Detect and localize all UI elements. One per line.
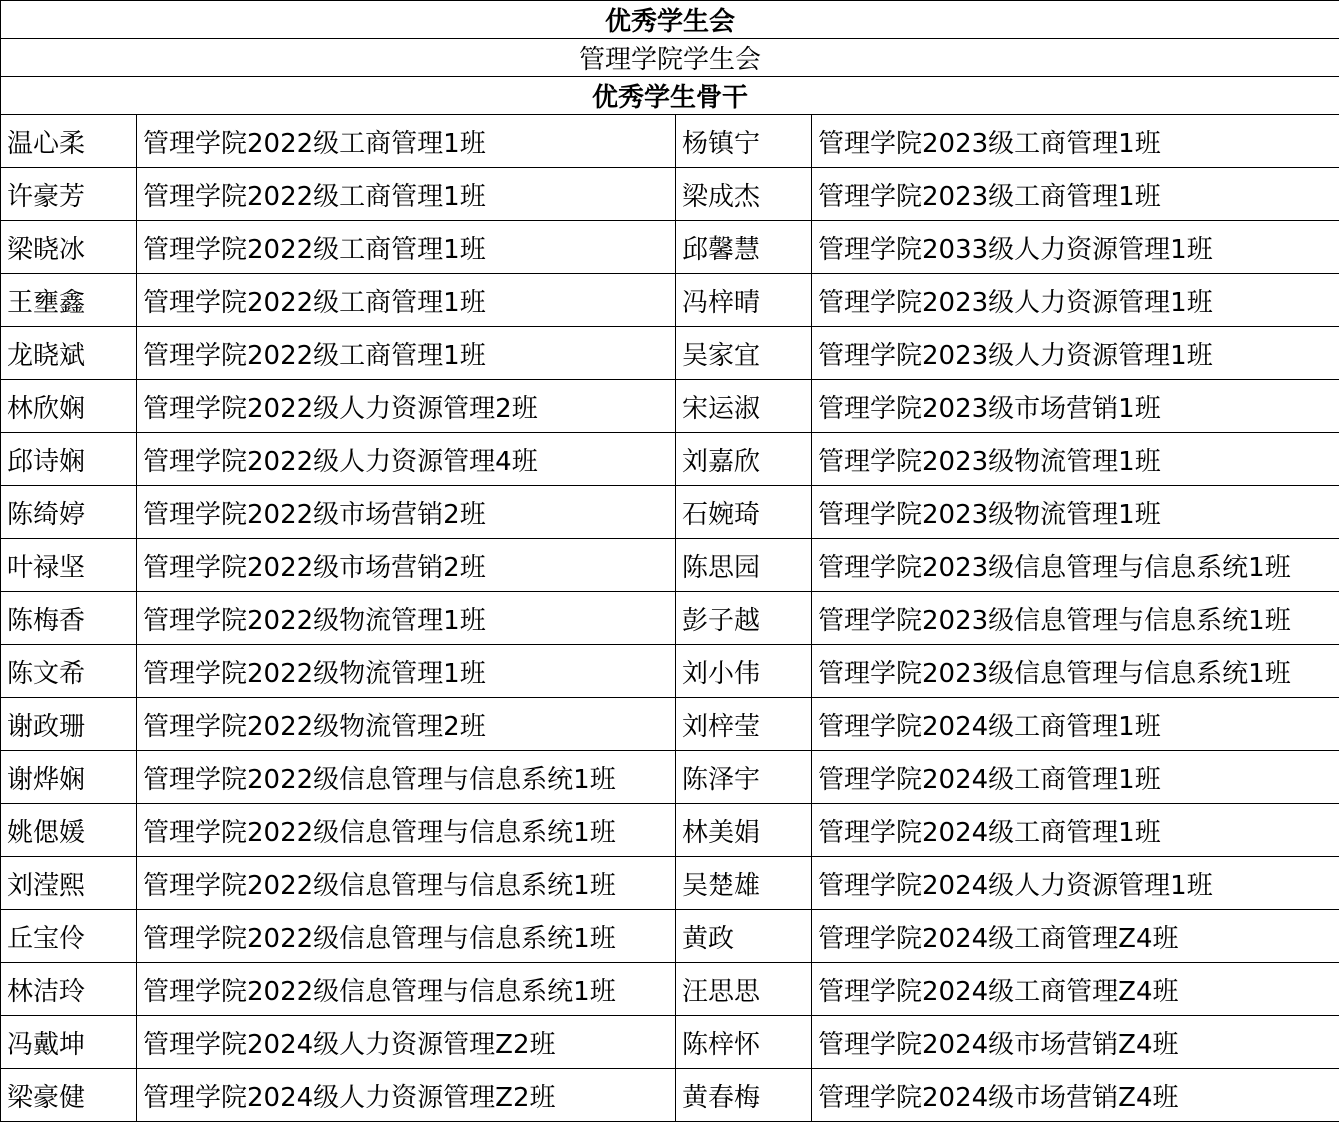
student-name-left: 冯戴坤 <box>1 1016 137 1069</box>
student-name-right: 陈泽宇 <box>676 751 812 804</box>
table-row <box>1 115 1339 168</box>
student-name-right: 吴楚雄 <box>676 857 812 910</box>
table-row <box>1 1069 1339 1122</box>
student-name-left: 温心柔 <box>1 115 137 168</box>
student-name-right: 宋运淑 <box>676 380 812 433</box>
student-class-right: 管理学院2023级物流管理1班 <box>812 486 1339 539</box>
table-row <box>1 751 1339 804</box>
student-name-left: 许豪芳 <box>1 168 137 221</box>
student-class-left: 管理学院2022级信息管理与信息系统1班 <box>137 751 676 804</box>
student-name-left: 叶禄坚 <box>1 539 137 592</box>
student-class-left: 管理学院2022级工商管理1班 <box>137 221 676 274</box>
student-name-left: 刘滢熙 <box>1 857 137 910</box>
student-name-left: 林欣娴 <box>1 380 137 433</box>
student-class-left: 管理学院2022级工商管理1班 <box>137 168 676 221</box>
student-class-left: 管理学院2024级人力资源管理Z2班 <box>137 1016 676 1069</box>
student-name-right: 冯梓晴 <box>676 274 812 327</box>
student-name-right: 彭子越 <box>676 592 812 645</box>
student-class-left: 管理学院2022级物流管理2班 <box>137 698 676 751</box>
student-class-right: 管理学院2023级信息管理与信息系统1班 <box>812 645 1339 698</box>
student-name-left: 陈文希 <box>1 645 137 698</box>
table-row <box>1 327 1339 380</box>
student-class-left: 管理学院2022级人力资源管理4班 <box>137 433 676 486</box>
student-class-right: 管理学院2023级工商管理1班 <box>812 168 1339 221</box>
student-name-left: 王壅鑫 <box>1 274 137 327</box>
student-class-right: 管理学院2023级信息管理与信息系统1班 <box>812 592 1339 645</box>
student-class-right: 管理学院2023级信息管理与信息系统1班 <box>812 539 1339 592</box>
table-row <box>1 857 1339 910</box>
student-class-left: 管理学院2022级信息管理与信息系统1班 <box>137 857 676 910</box>
table-row <box>1 645 1339 698</box>
table-row <box>1 1016 1339 1069</box>
student-class-right: 管理学院2024级工商管理1班 <box>812 698 1339 751</box>
student-name-left: 姚偲媛 <box>1 804 137 857</box>
student-name-right: 刘小伟 <box>676 645 812 698</box>
student-name-right: 林美娟 <box>676 804 812 857</box>
student-name-left: 陈绮婷 <box>1 486 137 539</box>
table-row <box>1 486 1339 539</box>
student-name-left: 谢政珊 <box>1 698 137 751</box>
student-name-left: 林洁玲 <box>1 963 137 1016</box>
student-name-right: 梁成杰 <box>676 168 812 221</box>
student-class-left: 管理学院2022级人力资源管理2班 <box>137 380 676 433</box>
student-class-left: 管理学院2022级工商管理1班 <box>137 115 676 168</box>
student-name-left: 陈梅香 <box>1 592 137 645</box>
student-name-right: 刘梓莹 <box>676 698 812 751</box>
table-row <box>1 804 1339 857</box>
student-class-left: 管理学院2022级物流管理1班 <box>137 645 676 698</box>
student-class-left: 管理学院2022级信息管理与信息系统1班 <box>137 804 676 857</box>
student-name-left: 丘宝伶 <box>1 910 137 963</box>
table-row <box>1 168 1339 221</box>
table-row <box>1 539 1339 592</box>
table-row <box>1 910 1339 963</box>
student-class-left: 管理学院2024级人力资源管理Z2班 <box>137 1069 676 1122</box>
table-row <box>1 380 1339 433</box>
student-class-right: 管理学院2023级人力资源管理1班 <box>812 274 1339 327</box>
student-class-left: 管理学院2022级市场营销2班 <box>137 539 676 592</box>
student-name-left: 谢烨娴 <box>1 751 137 804</box>
table-row <box>1 592 1339 645</box>
student-class-left: 管理学院2022级工商管理1班 <box>137 327 676 380</box>
table-row <box>1 963 1339 1016</box>
section-title: 优秀学生骨干 <box>1 77 1339 115</box>
student-class-right: 管理学院2023级工商管理1班 <box>812 115 1339 168</box>
table-row <box>1 221 1339 274</box>
student-name-left: 邱诗娴 <box>1 433 137 486</box>
organization-name: 管理学院学生会 <box>1 39 1339 77</box>
table-row <box>1 698 1339 751</box>
student-name-left: 梁晓冰 <box>1 221 137 274</box>
student-name-right: 汪思思 <box>676 963 812 1016</box>
student-class-right: 管理学院2024级工商管理Z4班 <box>812 910 1339 963</box>
student-class-right: 管理学院2033级人力资源管理1班 <box>812 221 1339 274</box>
student-name-right: 吴家宜 <box>676 327 812 380</box>
student-name-right: 石婉琦 <box>676 486 812 539</box>
student-name-right: 陈思园 <box>676 539 812 592</box>
student-class-right: 管理学院2024级工商管理1班 <box>812 751 1339 804</box>
student-class-right: 管理学院2024级工商管理Z4班 <box>812 963 1339 1016</box>
table-row <box>1 274 1339 327</box>
student-name-right: 黄春梅 <box>676 1069 812 1122</box>
student-name-left: 龙晓斌 <box>1 327 137 380</box>
table-row <box>1 433 1339 486</box>
student-name-right: 邱馨慧 <box>676 221 812 274</box>
student-name-right: 刘嘉欣 <box>676 433 812 486</box>
student-name-right: 陈梓怀 <box>676 1016 812 1069</box>
student-name-left: 梁豪健 <box>1 1069 137 1122</box>
student-class-right: 管理学院2024级工商管理1班 <box>812 804 1339 857</box>
student-class-right: 管理学院2024级市场营销Z4班 <box>812 1069 1339 1122</box>
student-class-right: 管理学院2023级物流管理1班 <box>812 433 1339 486</box>
student-class-right: 管理学院2024级市场营销Z4班 <box>812 1016 1339 1069</box>
student-class-left: 管理学院2022级物流管理1班 <box>137 592 676 645</box>
student-name-right: 杨镇宁 <box>676 115 812 168</box>
student-class-right: 管理学院2024级人力资源管理1班 <box>812 857 1339 910</box>
table-title: 优秀学生会 <box>1 1 1339 39</box>
student-name-right: 黄政 <box>676 910 812 963</box>
student-class-left: 管理学院2022级市场营销2班 <box>137 486 676 539</box>
student-class-left: 管理学院2022级信息管理与信息系统1班 <box>137 910 676 963</box>
student-class-right: 管理学院2023级人力资源管理1班 <box>812 327 1339 380</box>
student-class-left: 管理学院2022级信息管理与信息系统1班 <box>137 963 676 1016</box>
student-class-left: 管理学院2022级工商管理1班 <box>137 274 676 327</box>
student-class-right: 管理学院2023级市场营销1班 <box>812 380 1339 433</box>
